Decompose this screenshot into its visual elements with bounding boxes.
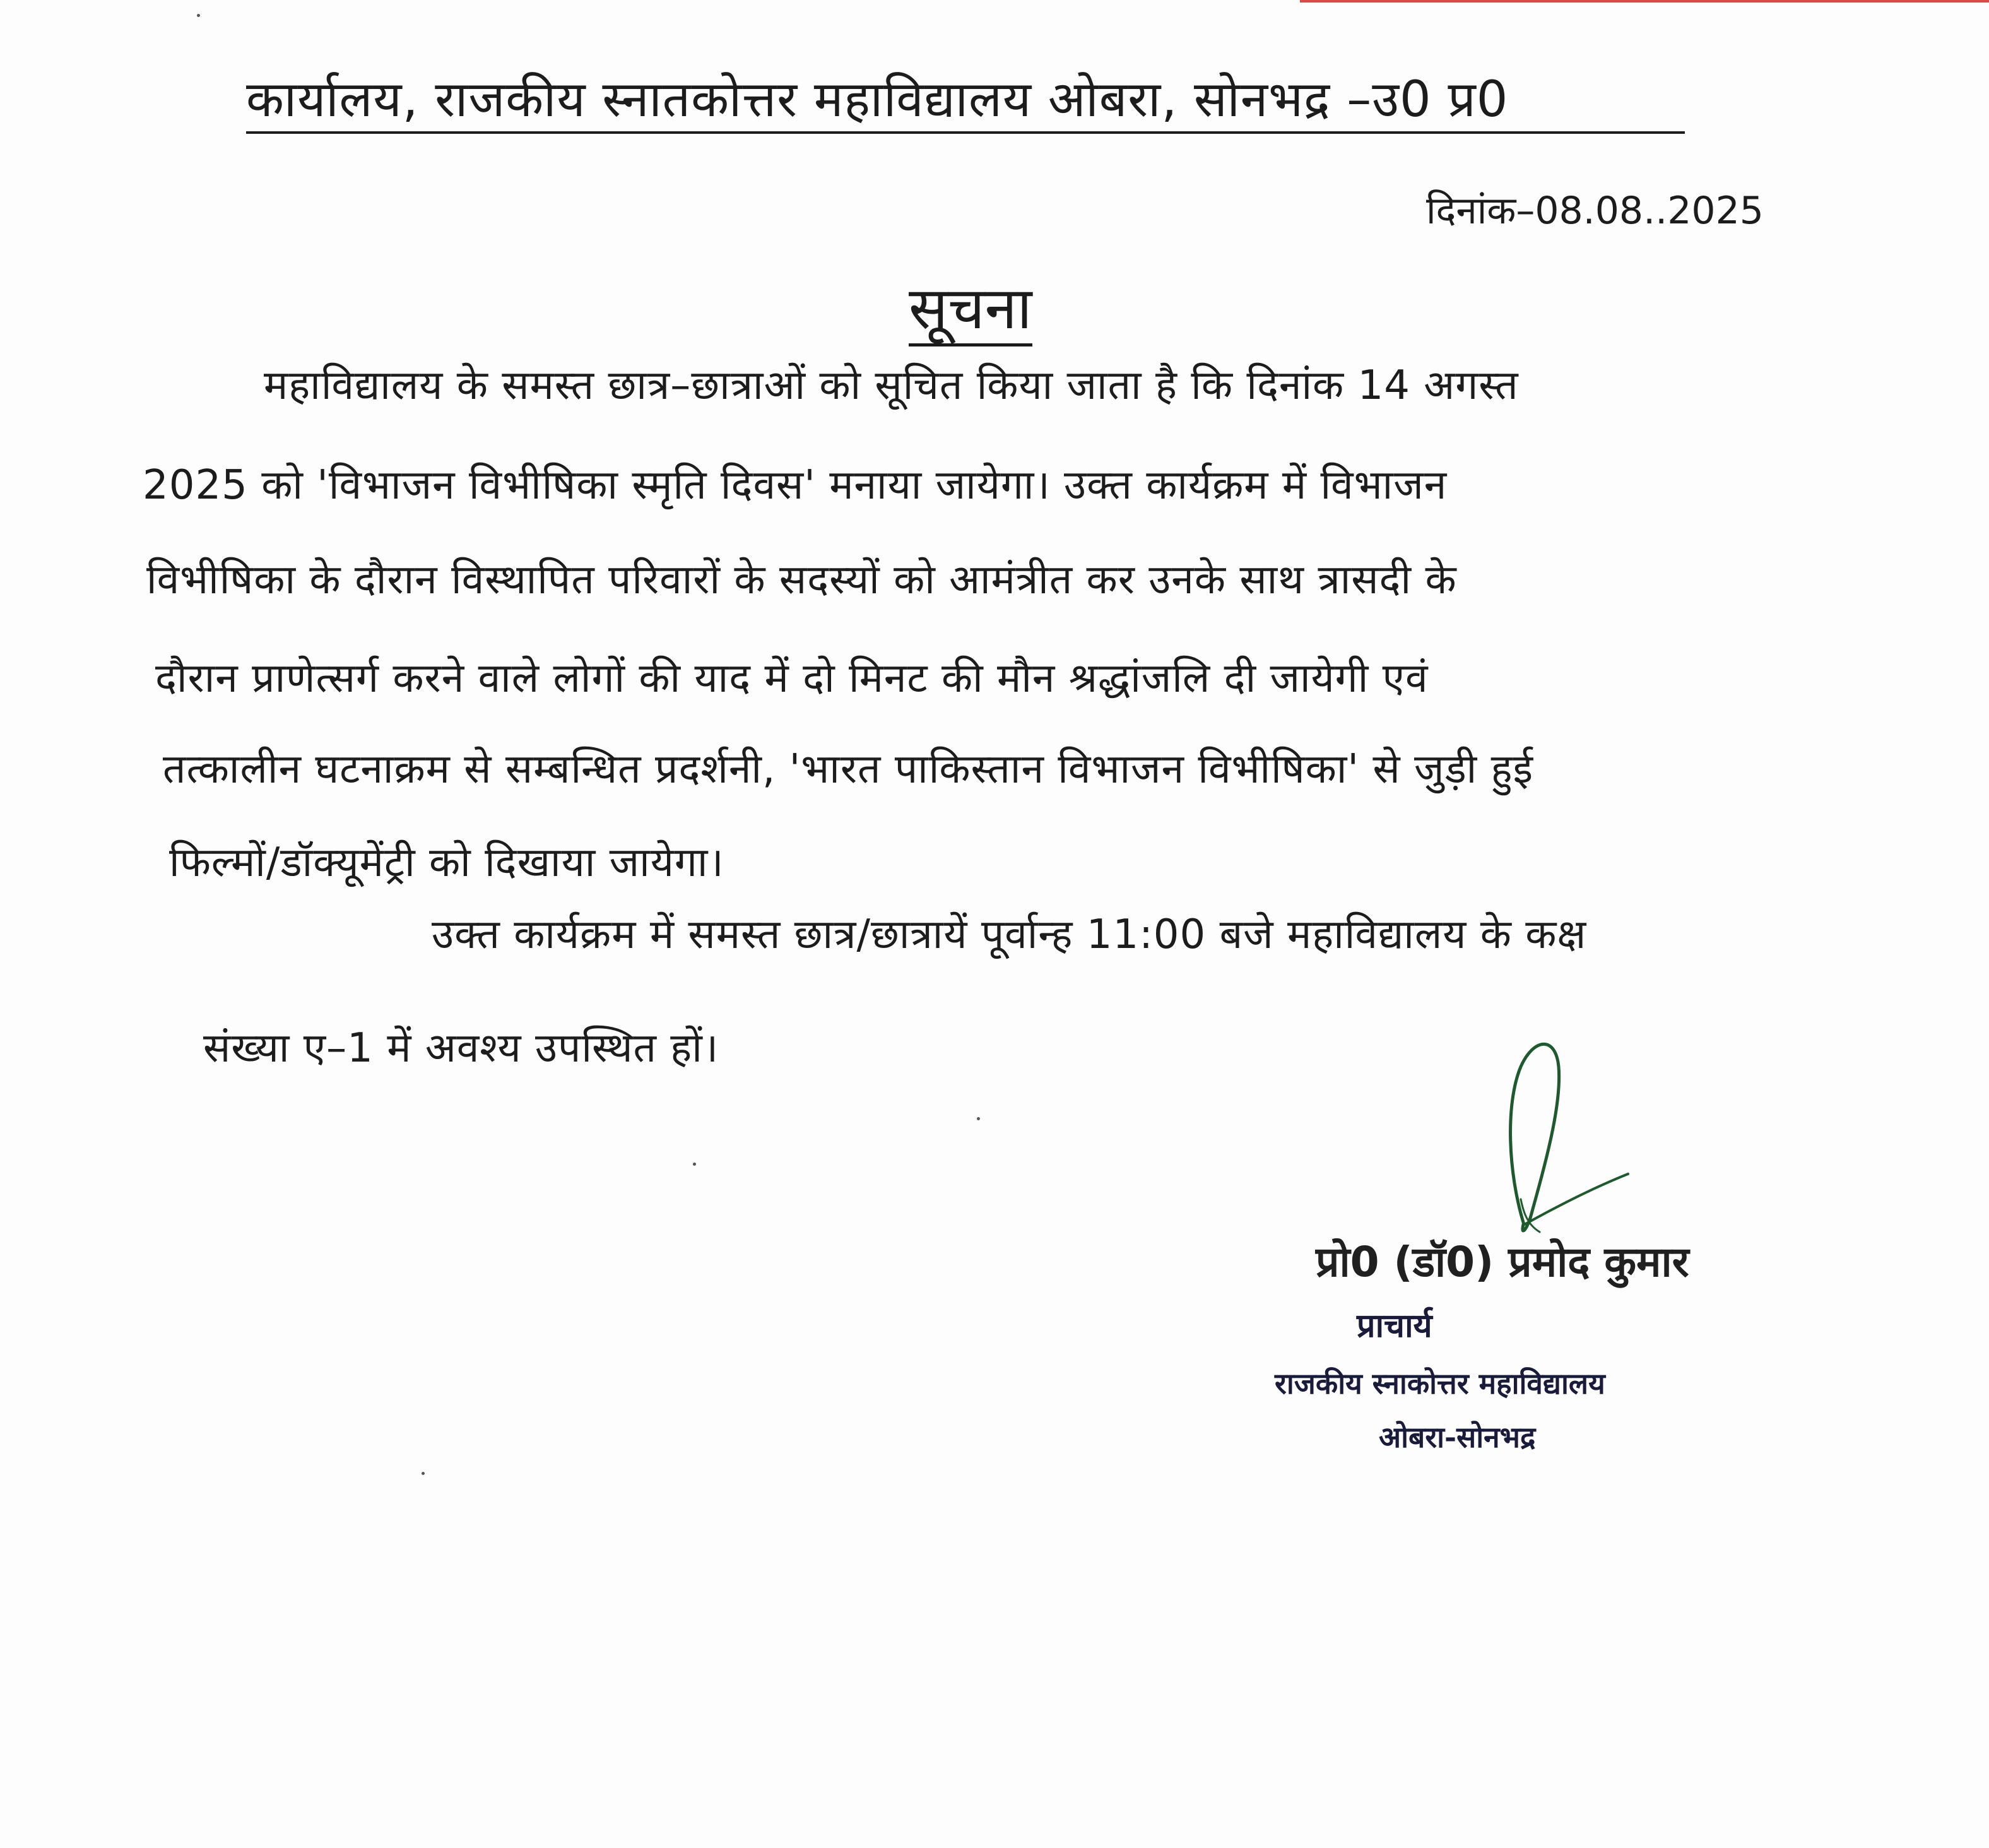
top-edge-mark — [1300, 0, 1989, 3]
handwritten-signature — [1496, 1035, 1641, 1243]
stamp-place: ओबरा-सोनभद्र — [1379, 1420, 1536, 1454]
paper-speck — [422, 1472, 425, 1475]
stamp-designation: प्राचार्य — [1357, 1306, 1432, 1345]
office-header: कार्यालय, राजकीय स्नातकोत्तर महाविद्यालय ओबरा, सोनभद्र –उ0 प्र0 — [246, 68, 1685, 134]
stamp-institution: राजकीय स्नाकोत्तर महाविद्यालय — [1275, 1366, 1605, 1401]
body-line: संख्या ए–1 में अवश्य उपस्थित हों। — [203, 1025, 719, 1072]
body-line: विभीषिका के दौरान विस्थापित परिवारों के सदस्यों को आमंत्रीत कर उनके साथ त्रासदी के — [146, 557, 1457, 603]
signatory-name: प्रो0 (डॉ0) प्रमोद कुमार — [1316, 1238, 1689, 1286]
paper-speck — [693, 1163, 696, 1166]
notice-title: सूचना — [909, 274, 1032, 346]
body-line: फिल्मों/डॉक्यूमेंट्री को दिखाया जायेगा। — [169, 839, 724, 886]
paper-speck — [197, 14, 200, 17]
paper-speck — [977, 1117, 980, 1120]
body-line: उक्त कार्यक्रम में समस्त छात्र/छात्रायें पूर्वान्ह 11:00 बजे महाविद्यालय के कक्ष — [432, 911, 1587, 958]
body-line: महाविद्यालय के समस्त छात्र–छात्राओं को सूचित किया जाता है कि दिनांक 14 अगस्त — [264, 362, 1519, 409]
body-line: 2025 को 'विभाजन विभीषिका स्मृति दिवस' मनाया जायेगा। उक्त कार्यक्रम में विभाजन — [143, 462, 1448, 509]
body-line: तत्कालीन घटनाक्रम से सम्बन्धित प्रदर्शनी, 'भारत पाकिस्तान विभाजन विभीषिका' से जुड़ी हुई — [163, 746, 1534, 793]
notice-date: दिनांक–08.08..2025 — [1426, 189, 1764, 233]
body-line: दौरान प्राणेत्सर्ग करने वाले लोगों की याद में दो मिनट की मौन श्रद्धांजलि दी जायेगी एवं — [155, 655, 1429, 702]
